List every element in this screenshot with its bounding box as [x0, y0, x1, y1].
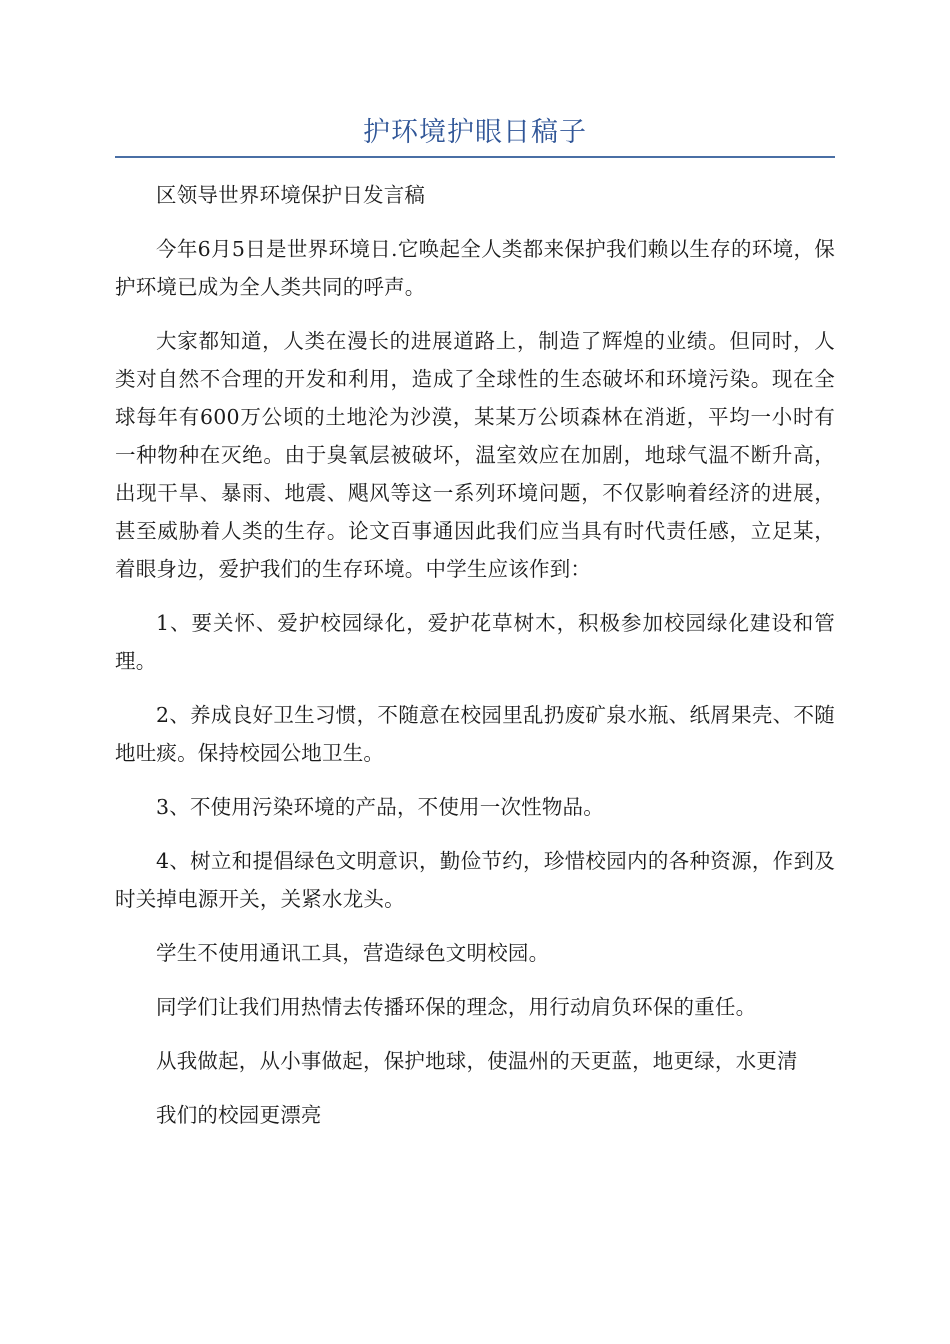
- document-body: [115, 176, 835, 1150]
- paragraph: 大家都知道，人类在漫长的进展道路上，制造了辉煌的业绩。但同时，人类对自然不合理的开发和利用，造成了全球性的生态破坏和环境污染。现在全球每年有600万公顷的土地沦为沙漠，某某万公顷森林在消逝，平均一小时有一种物种在灭绝。由于臭氧层被破坏，温室效应在加剧，地球气温不断升高，出现干旱、暴雨、地震、飓风等这一系列环境问题，不仅影响着经济的进展，甚至威胁着人类的生存。论文百事通因此我们应当具有时代责任感，立足某，着眼身边，爱护我们的生存环境。中学生应该作到：: [115, 329, 835, 581]
- paragraph: 我们的校园更漂亮: [156, 1103, 322, 1127]
- paragraph-heading: 区领导世界环境保护日发言稿: [156, 183, 426, 207]
- list-item: 3、不使用污染环境的产品，不使用一次性物品。: [156, 795, 604, 819]
- paragraph: 学生不使用通讯工具，营造绿色文明校园。: [156, 941, 550, 965]
- paragraph: 从我做起，从小事做起，保护地球，使温州的天更蓝，地更绿，水更清: [156, 1049, 798, 1073]
- title-block: [115, 110, 835, 158]
- paragraph: 同学们让我们用热情去传播环保的理念，用行动肩负环保的重任。: [156, 995, 757, 1019]
- list-item: 1、要关怀、爱护校园绿化，爱护花草树木，积极参加校园绿化建设和管理。: [115, 611, 835, 673]
- document-title: 护环境护眼日稿子: [363, 117, 587, 148]
- list-item: 4、树立和提倡绿色文明意识，勤俭节约，珍惜校园内的各种资源，作到及时关掉电源开关，关紧水龙头。: [115, 849, 835, 911]
- paragraph: 今年6月5日是世界环境日.它唤起全人类都来保护我们赖以生存的环境，保护环境已成为全人类共同的呼声。: [115, 237, 835, 299]
- list-item: 2、养成良好卫生习惯，不随意在校园里乱扔废矿泉水瓶、纸屑果壳、不随地吐痰。保持校园公地卫生。: [115, 703, 835, 765]
